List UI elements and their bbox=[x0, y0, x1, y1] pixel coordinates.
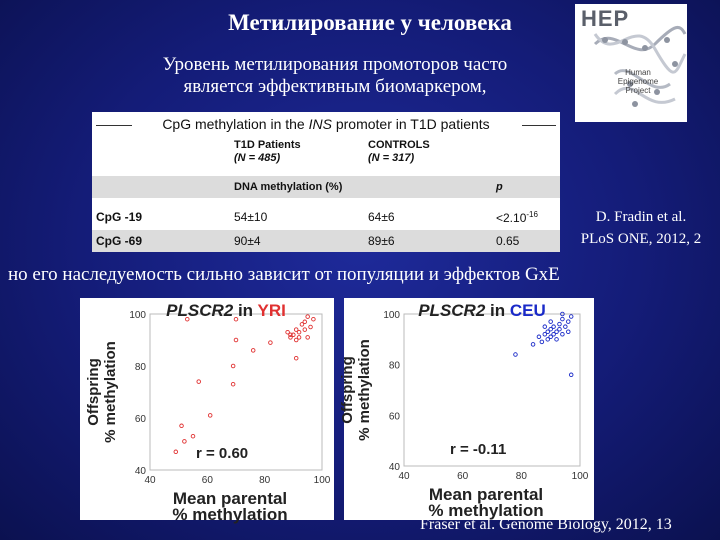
data-point bbox=[306, 336, 310, 340]
data-point bbox=[269, 341, 273, 345]
scatter-plot-yri bbox=[80, 298, 334, 524]
data-point bbox=[552, 325, 556, 329]
subheader-dna-methylation: DNA methylation (%) bbox=[234, 181, 343, 193]
subtitle-line-2: является эффективным биомаркером, bbox=[183, 76, 487, 97]
data-point bbox=[564, 325, 568, 329]
data-point bbox=[312, 317, 316, 321]
y-tick-label: 100 bbox=[129, 310, 146, 321]
x-tick-label: 100 bbox=[571, 471, 589, 482]
correlation-annotation: r = -0.11 bbox=[450, 441, 507, 458]
citation-fradin-line-2: PLoS ONE, 2012, 2 bbox=[580, 231, 702, 247]
citation-fraser: Fraser et al. Genome Biology, 2012, 13 bbox=[420, 516, 672, 533]
data-point bbox=[566, 320, 570, 324]
data-point bbox=[561, 317, 565, 321]
y-axis-label-line-2: % methylation bbox=[102, 341, 119, 443]
cell-p: 0.65 bbox=[496, 234, 520, 248]
hep-sub-line-2: Epigenome bbox=[617, 77, 659, 86]
y-tick-label: 40 bbox=[388, 462, 400, 473]
caption-pre: CpG methylation in the bbox=[162, 116, 309, 132]
scatter-panel-yri bbox=[80, 298, 334, 524]
y-tick-label: 80 bbox=[388, 360, 400, 372]
data-point bbox=[309, 325, 313, 329]
y-axis-label-line-2: % methylation bbox=[356, 339, 373, 441]
data-point bbox=[561, 332, 565, 336]
cell-controls: 89±6 bbox=[368, 234, 395, 248]
data-point bbox=[306, 315, 310, 319]
plot-title bbox=[166, 301, 286, 320]
data-point bbox=[540, 340, 544, 344]
x-tick-label: 40 bbox=[144, 475, 156, 486]
col-header-t1d bbox=[234, 139, 301, 165]
hep-logo bbox=[575, 4, 687, 122]
data-point bbox=[251, 349, 255, 353]
cell-controls: 64±6 bbox=[368, 210, 395, 224]
plot-title-gene: PLSCR2 bbox=[166, 301, 234, 320]
hep-sub-line-1: Human bbox=[625, 68, 651, 77]
x-tick-label: 60 bbox=[457, 471, 469, 482]
data-point bbox=[514, 353, 518, 357]
cell-p-value: <2.10 bbox=[496, 211, 527, 225]
data-point bbox=[558, 327, 562, 331]
y-axis-label bbox=[339, 339, 373, 441]
citation-fradin bbox=[562, 206, 720, 250]
data-point bbox=[566, 330, 570, 334]
cell-p bbox=[496, 210, 538, 225]
data-point bbox=[231, 382, 235, 386]
data-point bbox=[191, 434, 195, 438]
data-point bbox=[569, 315, 573, 319]
y-tick-label: 40 bbox=[134, 466, 146, 477]
data-point bbox=[569, 373, 573, 377]
x-axis-label-line-1: Mean parental bbox=[428, 485, 544, 504]
data-point bbox=[297, 330, 301, 334]
data-point bbox=[294, 356, 298, 360]
data-point bbox=[531, 343, 535, 347]
scatter-panel-ceu bbox=[339, 298, 594, 520]
y-axis-label-line-1: Offspring bbox=[339, 356, 356, 424]
cell-t1d: 54±10 bbox=[234, 210, 268, 224]
slide-title: Метилирование у человека bbox=[228, 10, 512, 35]
x-axis-label-line-1: Mean parental bbox=[172, 489, 288, 508]
data-point bbox=[234, 338, 238, 342]
plot-title-in: in bbox=[485, 301, 510, 320]
scatter-plot-ceu bbox=[339, 298, 594, 520]
data-point bbox=[555, 338, 559, 342]
methylation-table bbox=[92, 112, 560, 252]
y-tick-label: 60 bbox=[388, 411, 400, 423]
plot-title-in: in bbox=[233, 301, 258, 320]
correlation-annotation: r = 0.60 bbox=[196, 445, 249, 462]
col-t1d-n: (N = 485) bbox=[234, 152, 281, 164]
y-tick-label: 100 bbox=[383, 310, 400, 321]
data-point bbox=[180, 424, 184, 428]
data-point bbox=[303, 320, 307, 324]
data-point bbox=[231, 364, 235, 368]
hep-sub-line-3: Project bbox=[625, 86, 651, 95]
col-t1d-title: T1D Patients bbox=[234, 139, 301, 151]
y-axis-label bbox=[85, 341, 119, 443]
caption-gene: INS bbox=[308, 116, 332, 132]
x-axis-label-line-2: % methylation bbox=[428, 501, 544, 520]
data-point bbox=[537, 335, 541, 339]
hep-logo-text: HEP bbox=[581, 6, 630, 31]
middle-statement: но его наследуемость сильно зависит от популяции и эффектов GxE bbox=[8, 264, 560, 285]
x-axis-label-line-2: % methylation bbox=[172, 505, 288, 524]
cell-p-exponent: -16 bbox=[526, 210, 538, 219]
data-point bbox=[297, 336, 301, 340]
data-point bbox=[549, 320, 553, 324]
data-point bbox=[558, 322, 562, 326]
y-tick-label: 60 bbox=[134, 414, 146, 425]
row-label: CpG -19 bbox=[96, 210, 143, 224]
col-controls-n: (N = 317) bbox=[368, 152, 415, 164]
table-caption bbox=[92, 116, 560, 132]
subtitle-line-1: Уровень метилирования промоторов часто bbox=[162, 54, 508, 75]
plot-title-population: CEU bbox=[509, 301, 546, 320]
x-tick-label: 40 bbox=[398, 471, 410, 482]
caption-post: promoter in T1D patients bbox=[331, 116, 490, 132]
row-label: CpG -69 bbox=[96, 234, 143, 248]
plot-title-gene: PLSCR2 bbox=[418, 301, 486, 320]
col-controls-title: CONTROLS bbox=[368, 139, 430, 151]
row-band bbox=[92, 230, 560, 252]
citation-fradin-line-1: D. Fradin et al. bbox=[595, 209, 687, 225]
hep-logo-subtitle bbox=[613, 68, 663, 95]
data-point bbox=[174, 450, 178, 454]
cell-t1d: 90±4 bbox=[234, 234, 261, 248]
data-point bbox=[543, 325, 547, 329]
data-point bbox=[208, 414, 212, 418]
plot-title-population: YRI bbox=[257, 301, 286, 320]
plot-title bbox=[418, 301, 546, 320]
y-tick-label: 80 bbox=[134, 362, 146, 373]
x-tick-label: 80 bbox=[259, 475, 271, 486]
subheader-p: p bbox=[496, 181, 503, 193]
x-tick-label: 60 bbox=[201, 475, 213, 486]
data-point bbox=[303, 328, 307, 332]
slide-subtitle bbox=[95, 54, 575, 98]
x-tick-label: 100 bbox=[313, 475, 331, 486]
x-tick-label: 80 bbox=[515, 471, 527, 482]
data-point bbox=[197, 380, 201, 384]
y-axis-label-line-1: Offspring bbox=[85, 358, 102, 426]
col-header-controls bbox=[368, 139, 430, 165]
data-point bbox=[183, 440, 187, 444]
